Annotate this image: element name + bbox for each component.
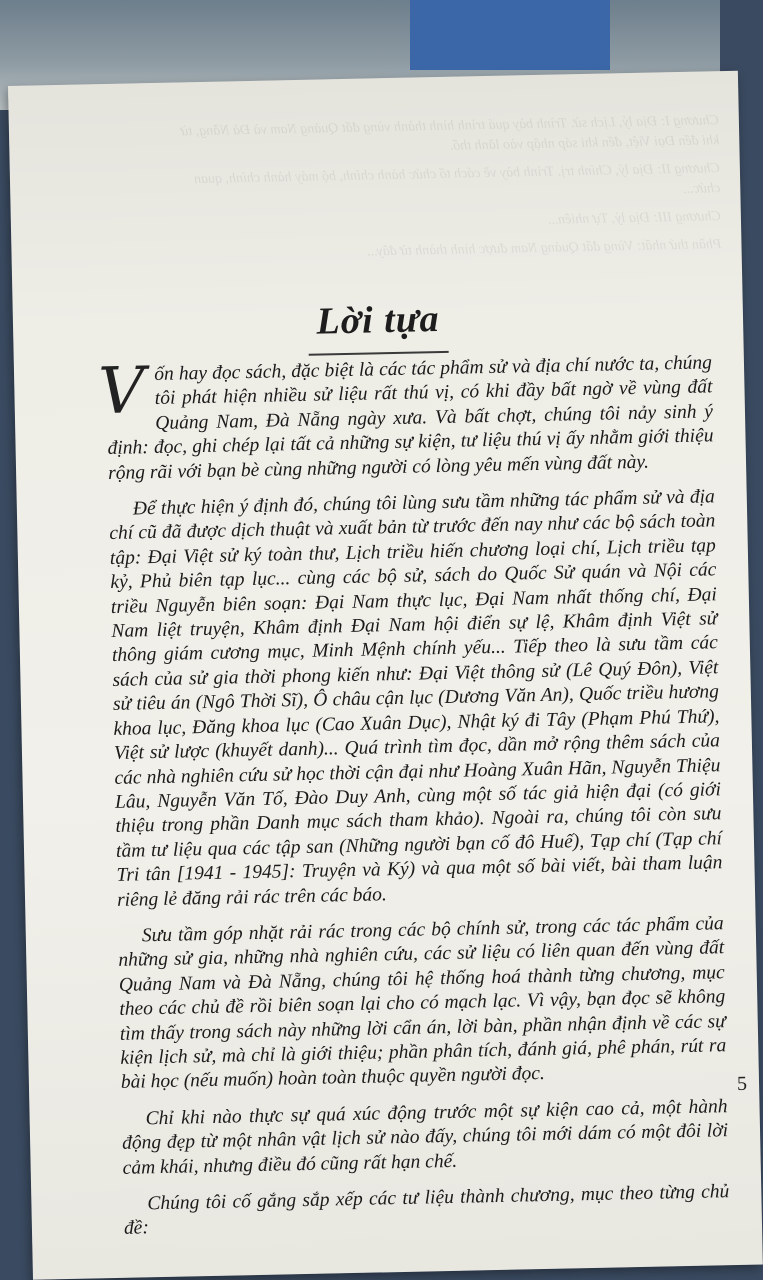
paragraph-text: ốn hay đọc sách, đặc biệt là các tác phẩm sử và địa chí nước ta, chúng tôi phát hiện nhiều sử liệu rất thú vị, có khi đầy bất ngờ về vùng đất Quảng Nam, Đà Nẵng ngày xưa. Và bất chợt, chúng tôi nảy sinh ý định: đọc, ghi chép lại tất cả những sự kiện, tư liệu thú vị ấy nhằm giới thiệu rộng rãi với bạn bè cùng những người có lòng yêu mến vùng đất này.: [107, 352, 714, 484]
page-number: 5: [736, 1072, 748, 1095]
drop-cap: V: [97, 354, 146, 430]
paragraph: Chỉ khi nào thực sự quá xúc động trước một sự kiện cao cả, một hành động đẹp từ một nhân vật lịch sử nào đấy, chúng tôi mới dám có một đôi lời cảm khái, nhưng điều đó cũng rất hạn chế.: [121, 1095, 729, 1179]
show-through-text: Chương I: Địa lý, Lịch sử. Trình bày quá trình hình thành vùng đất Quảng Nam và Đà Nẵng, từ khi đến Đại Việt, đến khi sáp nhập vào lãnh thổ. Chương II: Địa lý, Chính trị. Trình bày về cách tổ chức hành chính, bộ máy hành chính, quan chức... Chương III: Địa lý, Tự nhiên... Phần thứ nhất: Vùng đất Quảng Nam được hình thành từ đây...: [180, 113, 722, 260]
paragraph: Để thực hiện ý định đó, chúng tôi lùng sưu tầm những tác phẩm sử và địa chí cũ đã được dịch thuật và xuất bản từ trước đến nay như các bộ sách toàn tập: Đại Việt sử ký toàn thư, Lịch triều hiến chương loại chí, Lịch triều tạp kỷ, Phủ biên tạp lục... cùng các bộ sử, sách do Quốc Sử quán và Nội các triều Nguyễn biên soạn: Đại Nam thực lục, Đại Nam nhất thống chí, Đại Nam liệt truyện, Khâm định Đại Nam hội điển sự lệ, Khâm định Việt sử thông giám cương mục, Minh Mệnh chính yếu... Tiếp theo là sưu tầm các sách của sử gia thời phong kiến như: Đại Việt thông sử (Lê Quý Đôn), Việt sử tiêu án (Ngô Thời Sĩ), Ô châu cận lục (Dương Văn An), Quốc triều hương khoa lục, Đăng khoa lục (Cao Xuân Dục), Nhật ký đi Tây (Phạm Phú Thứ), Việt sử lược (khuyết danh)... Quá trình tìm đọc, dần mở rộng thêm sách của các nhà nghiên cứu sử học thời cận đại như Hoàng Xuân Hãn, Nguyễn Thiệu Lâu, Nguyễn Văn Tố, Đào Duy Anh, cùng một số tác giả hiện đại (có giới thiệu trong phần Danh mục sách tham khảo). Ngoài ra, chúng tôi còn sưu tầm tư liệu qua các tập san (Những người bạn cố đô Huế), Tạp chí (Tạp chí Tri tân [1941 - 1945]: Truyện và Ký) và qua một số bài viết, bài tham luận riêng lẻ đăng rải rác trên các báo.: [109, 486, 723, 911]
background-object: [410, 0, 610, 70]
book-page: [8, 71, 763, 1280]
paragraph: Sưu tầm góp nhặt rải rác trong các bộ chính sử, trong các tác phẩm của những sử gia, những nhà nghiên cứu, các sử liệu có liên quan đến vùng đất Quảng Nam và Đà Nẵng, chúng tôi hệ thống hoá thành từng chương, mục theo các chủ đề rồi biên soạn lại cho có mạch lạc. Vì vậy, bạn đọc sẽ không tìm thấy trong sách này những lời cẩn án, lời bàn, phần nhận định về các sự kiện lịch sử, mà chỉ là giới thiệu; phần phân tích, đánh giá, phê phán, rút ra bài học (nếu muốn) hoàn toàn thuộc quyền người đọc.: [118, 913, 727, 1094]
paragraph: Chúng tôi cố gắng sắp xếp các tư liệu thành chương, mục theo từng chủ đề:: [123, 1181, 730, 1240]
page-title: Lời tựa: [13, 291, 744, 362]
preface-body: [97, 351, 731, 1253]
paragraph: [97, 351, 714, 486]
